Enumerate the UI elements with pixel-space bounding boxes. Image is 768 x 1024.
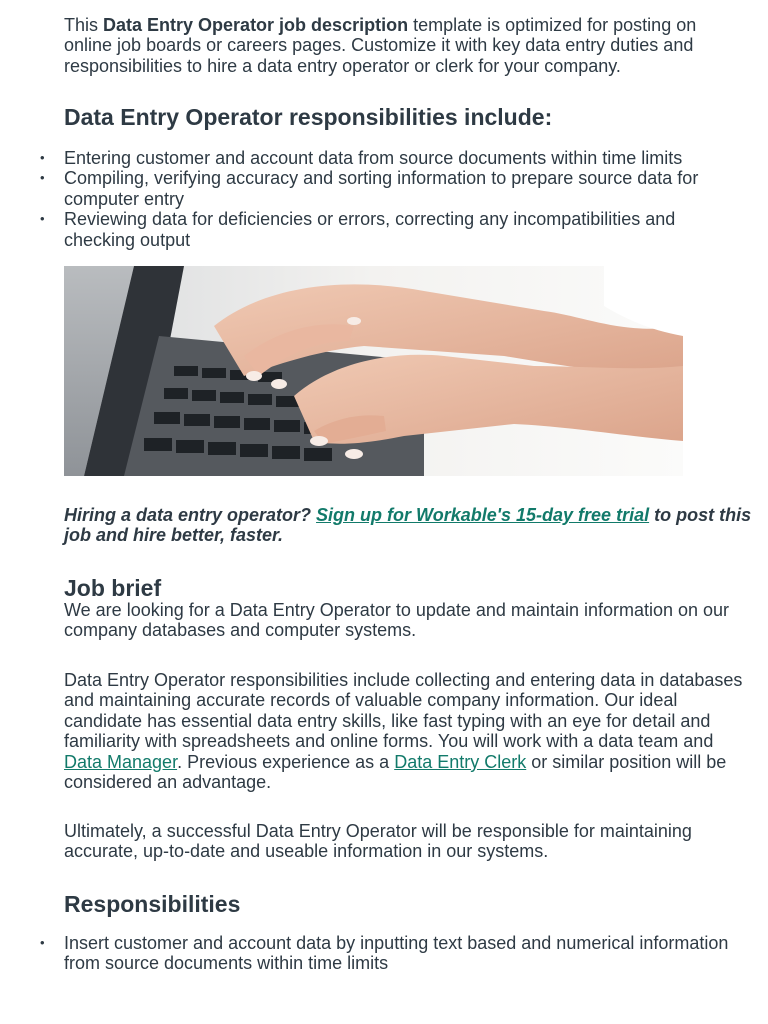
job-brief-heading: Job brief xyxy=(64,575,162,601)
data-manager-link[interactable]: Data Manager xyxy=(64,751,178,772)
list-item: • Compiling, verifying accuracy and sorting information to prepare source data for computer entry xyxy=(64,168,744,209)
list-item: • Reviewing data for deficiencies or errors, correcting any incompatibilities and checking output xyxy=(64,209,744,250)
intro-suffix: template is optimized for posting on online job boards or careers pages. Customize it with key data entry duties and responsibilities to hire a data entry operator or clerk for your company. xyxy=(64,15,697,76)
hands-typing-on-laptop-photo xyxy=(64,266,683,476)
responsibilities-section-list xyxy=(64,933,754,974)
job-brief-paragraph-2 xyxy=(64,670,754,792)
cta-suffix: to post this job and hire better, faster. xyxy=(64,505,752,546)
cta-prefix: Hiring a data entry operator? xyxy=(64,505,317,525)
paragraph-text: Data Entry Operator responsibilities include collecting and entering data in databases and maintaining accurate records of valuable company information. Our ideal candidate has essential data entry skills, like fast typing with an eye for detail and familiarity with spreadsheets and online forms. You will work with a data team and xyxy=(64,670,743,752)
paragraph-text: . Previous experience as a xyxy=(177,751,395,772)
intro-bold-title: Data Entry Operator job description xyxy=(103,15,409,35)
photo-illustration xyxy=(64,266,683,476)
intro-prefix: This xyxy=(64,15,104,35)
data-entry-clerk-link[interactable]: Data Entry Clerk xyxy=(394,751,527,772)
intro-paragraph xyxy=(64,15,744,76)
paragraph-text: or similar position will be considered an advantage. xyxy=(64,751,727,793)
list-item: • Entering customer and account data from source documents within time limits xyxy=(64,148,744,168)
list-item: • Insert customer and account data by inputting text based and numerical information from source documents within time limits xyxy=(64,933,754,974)
cta-paragraph xyxy=(64,505,754,546)
job-brief-paragraph-1: We are looking for a Data Entry Operator to update and maintain information on our company databases and computer systems. xyxy=(64,600,730,641)
responsibilities-heading: Responsibilities xyxy=(64,891,241,917)
job-brief-paragraph-3: Ultimately, a successful Data Entry Operator will be responsible for maintaining accurate, up-to-date and useable information in our systems. xyxy=(64,821,692,862)
free-trial-link[interactable]: Sign up for Workable's 15-day free trial xyxy=(316,505,650,525)
responsibilities-include-heading: Data Entry Operator responsibilities include: xyxy=(64,104,553,130)
responsibilities-list xyxy=(64,148,744,250)
